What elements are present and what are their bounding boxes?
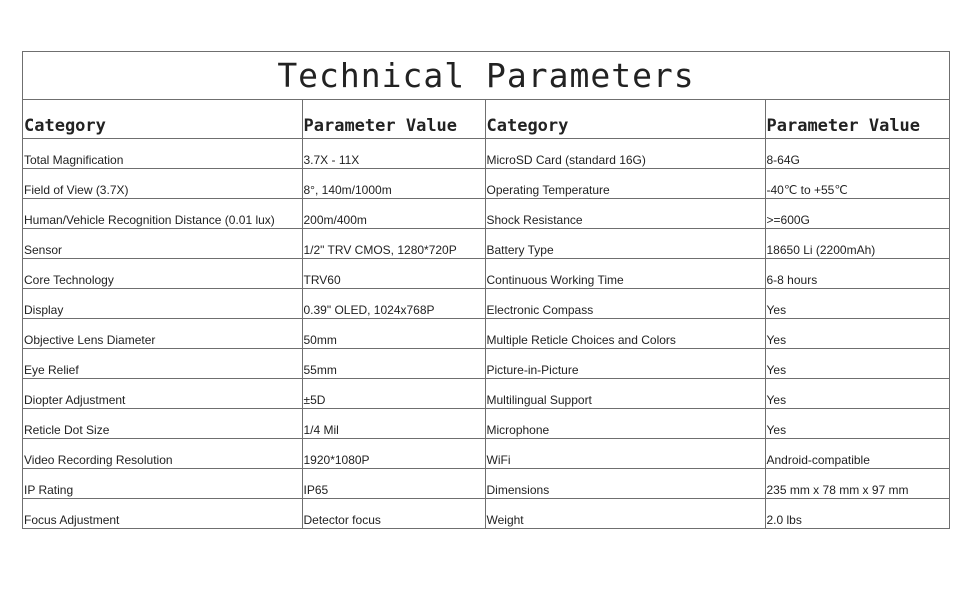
table-row — [23, 169, 949, 199]
category-cell: Core Technology — [23, 259, 302, 289]
value-cell: Android-compatible — [765, 439, 949, 469]
category-cell: Operating Temperature — [485, 169, 765, 199]
category-cell: Continuous Working Time — [485, 259, 765, 289]
table-row — [23, 259, 949, 289]
category-cell: Focus Adjustment — [23, 499, 302, 529]
category-cell: Electronic Compass — [485, 289, 765, 319]
value-cell: >=600G — [765, 199, 949, 229]
value-cell: 8°, 140m/1000m — [302, 169, 485, 199]
table-row — [23, 409, 949, 439]
category-cell: Microphone — [485, 409, 765, 439]
table-row — [23, 469, 949, 499]
value-cell: 1/4 Mil — [302, 409, 485, 439]
table-row — [23, 289, 949, 319]
value-cell: 1/2" TRV CMOS, 1280*720P — [302, 229, 485, 259]
category-cell: Battery Type — [485, 229, 765, 259]
table-row — [23, 319, 949, 349]
value-cell: 50mm — [302, 319, 485, 349]
category-cell: IP Rating — [23, 469, 302, 499]
category-cell: Display — [23, 289, 302, 319]
category-cell: MicroSD Card (standard 16G) — [485, 139, 765, 169]
value-cell: 0.39" OLED, 1024x768P — [302, 289, 485, 319]
value-cell: -40℃ to +55℃ — [765, 169, 949, 199]
value-cell: Detector focus — [302, 499, 485, 529]
value-cell: 8-64G — [765, 139, 949, 169]
value-cell: Yes — [765, 379, 949, 409]
value-cell: 235 mm x 78 mm x 97 mm — [765, 469, 949, 499]
value-cell: Yes — [765, 289, 949, 319]
value-cell: 6-8 hours — [765, 259, 949, 289]
table-row — [23, 499, 949, 529]
category-cell: Shock Resistance — [485, 199, 765, 229]
table-row — [23, 379, 949, 409]
category-cell: WiFi — [485, 439, 765, 469]
title-row — [23, 52, 949, 100]
category-cell: Picture-in-Picture — [485, 349, 765, 379]
value-cell: IP65 — [302, 469, 485, 499]
page-title: Technical Parameters — [277, 56, 695, 95]
category-cell: Multiple Reticle Choices and Colors — [485, 319, 765, 349]
table-row — [23, 439, 949, 469]
category-cell: Video Recording Resolution — [23, 439, 302, 469]
category-cell: Reticle Dot Size — [23, 409, 302, 439]
table-row — [23, 199, 949, 229]
value-cell: 200m/400m — [302, 199, 485, 229]
table-row — [23, 349, 949, 379]
value-cell: 3.7X - 11X — [302, 139, 485, 169]
table-row — [23, 229, 949, 259]
category-cell: Diopter Adjustment — [23, 379, 302, 409]
category-cell: Dimensions — [485, 469, 765, 499]
value-cell: 55mm — [302, 349, 485, 379]
category-cell: Total Magnification — [23, 139, 302, 169]
category-cell: Weight — [485, 499, 765, 529]
header-category-left: Category — [23, 100, 302, 139]
value-cell: Yes — [765, 409, 949, 439]
value-cell: TRV60 — [302, 259, 485, 289]
category-cell: Sensor — [23, 229, 302, 259]
category-cell: Human/Vehicle Recognition Distance (0.01 lux) — [23, 199, 302, 229]
value-cell: 1920*1080P — [302, 439, 485, 469]
value-cell: 2.0 lbs — [765, 499, 949, 529]
category-cell: Eye Relief — [23, 349, 302, 379]
table-row — [23, 139, 949, 169]
spec-sheet — [22, 51, 950, 529]
category-cell: Field of View (3.7X) — [23, 169, 302, 199]
table-body — [23, 139, 949, 529]
value-cell: ±5D — [302, 379, 485, 409]
value-cell: 18650 Li (2200mAh) — [765, 229, 949, 259]
header-row — [23, 100, 949, 139]
header-category-right: Category — [485, 100, 765, 139]
parameters-table — [23, 100, 949, 529]
category-cell: Objective Lens Diameter — [23, 319, 302, 349]
header-value-right: Parameter Value — [765, 100, 949, 139]
header-value-left: Parameter Value — [302, 100, 485, 139]
category-cell: Multilingual Support — [485, 379, 765, 409]
value-cell: Yes — [765, 319, 949, 349]
value-cell: Yes — [765, 349, 949, 379]
